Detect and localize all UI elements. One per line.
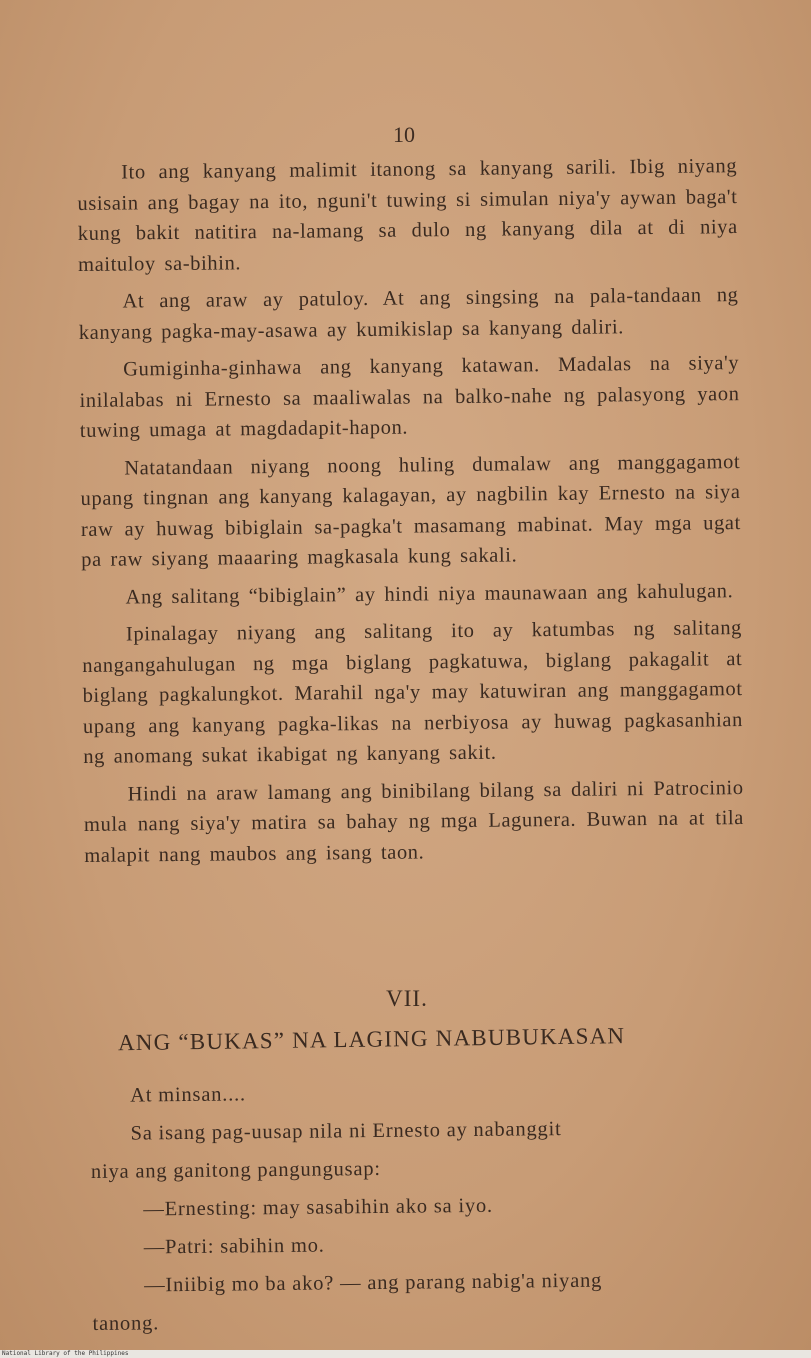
dialogue-line: —Patri: sabihin mo. — [143, 1234, 325, 1259]
paragraph: Hindi na araw lamang ang binibilang bilang sa daliri ni Patrocinio mula nang siya'y matira sa bahay ng mga Lagunera. Buwan na at tila malapit nang maubos ang isang taon. — [83, 776, 745, 867]
page-number: 10 — [393, 122, 415, 147]
chapter-number: VII. — [386, 986, 428, 1011]
paragraph: Ito ang kanyang malimit itanong sa kanyang sarili. Ibig niyang usisain ang bagay na ito, nguni't tuwing si simulan niya'y aywan baga't kung bakit natitira na-lamang sa dulo ng kanyang dila at di niya maituloy sa-bihin. — [77, 155, 738, 276]
dialogue-section — [90, 1073, 753, 1346]
dialogue-line: At minsan.... — [130, 1083, 247, 1107]
paragraph: Ipinalagay niyang ang salitang ito ay katumbas ng salitang nangangahulugan ng mga biglang pagkatuwa, biglang pakagalit at biglang pagkalungkot. Marahil nga'y may katuwiran ang manggagamot upang ang kanyang pagka-likas na nerbiyosa ay huwag pagkasanhian ng anomang sukat ikabigat ng kanyang sakit. — [82, 617, 744, 768]
dialogue-line: —Ernesting: may sasabihin ako sa iyo. — [143, 1194, 494, 1221]
footer-credit: National Library of the Philippines — [2, 1350, 129, 1357]
footer-strip — [0, 1350, 811, 1358]
dialogue-line: Sa isang pag-uusap nila ni Ernesto ay nabanggit — [130, 1118, 562, 1145]
paragraph: Natatandaan niyang noong huling dumalaw ang manggagamot upang tingnan ang kanyang kalagayan, ay nagbilin kay Ernesto na siya raw ay huwag bibiglain sa-pagka't masamang mabinat. May mga ugat pa raw siyang maaaring magkasala kung sakali. — [80, 450, 741, 571]
paragraph: Ang salitang “bibiglain” ay hindi niya maunawaan ang kahulugan. — [125, 579, 734, 609]
body-text — [77, 151, 745, 878]
dialogue-line: —Iniibig mo ba ako? — ang parang nabig'a niyang — [144, 1269, 603, 1297]
chapter-title: ANG “BUKAS” NA LAGING NABUBUKASAN — [117, 1023, 626, 1056]
paragraph: At ang araw ay patuloy. At ang singsing na pala-tandaan ng kanyang pagka-may-asawa ay kumikislap sa kanyang daliri. — [78, 284, 739, 344]
dialogue-line: tanong. — [92, 1312, 160, 1335]
dialogue-line: niya ang ganitong pangungusap: — [90, 1157, 381, 1183]
paragraph: Gumiginha-ginhawa ang kanyang katawan. Madalas na siya'y inilalabas ni Ernesto sa maaliwalas na balko-nahe ng palasyong yaon tuwing umaga at magdadapit-hapon. — [79, 352, 740, 442]
